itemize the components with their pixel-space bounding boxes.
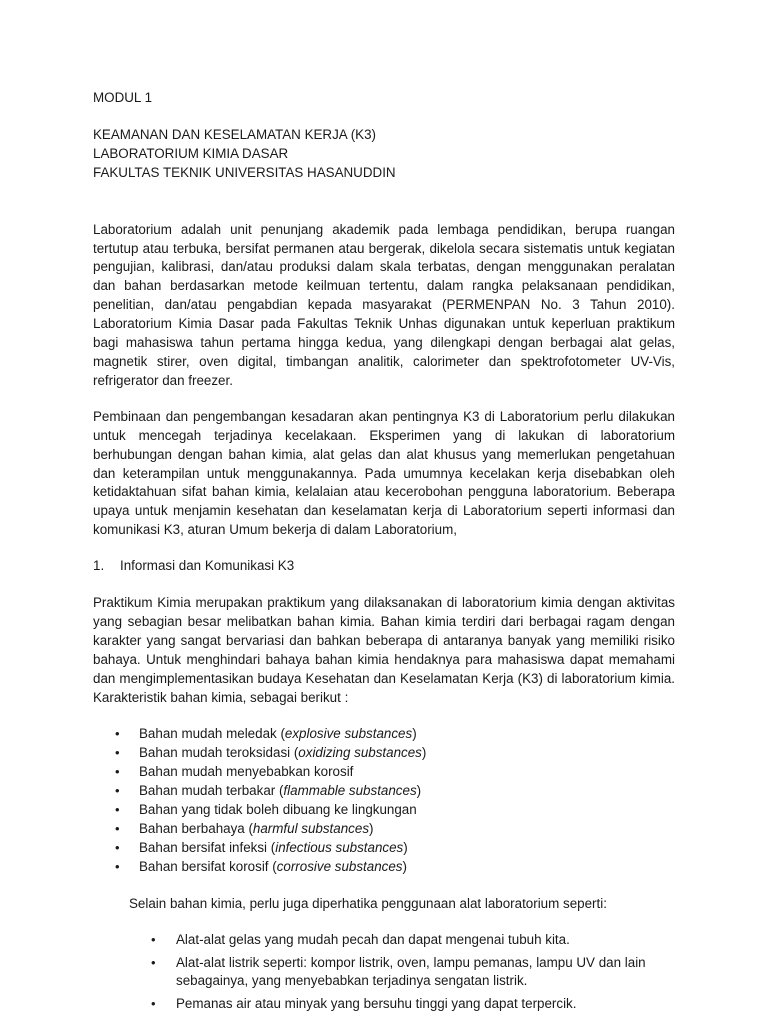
paragraph-chemistry-practicum: Praktikum Kimia merupakan praktikum yang dilaksanakan di laboratorium kimia dengan aktivitas yang sebagian besar melibatkan bahan kimia. Bahan kimia terdiri dari berbagai ragam dengan karakter yang sangat bervariasi dan bahkan beberapa di antaranya banyak yang memiliki risiko bahaya. Untuk menghindari bahaya bahan kimia hendaknya para mahasiswa dapat memahami dan mengimplementasikan budaya Kesehatan dan Keselamatan Kerja (K3) di laboratorium kimia. Karakteristik bahan kimia, sebagai berikut : [93,595,675,705]
list-item: • Bahan mudah teroksidasi (oxidizing substances) [93,744,675,763]
list-item: • Bahan mudah menyebabkan korosif [93,763,675,782]
list-item: • Pemanas air atau minyak yang bersuhu tinggi yang dapat terpercik. [93,995,675,1013]
title-line-2: LABORATORIUM KIMIA DASAR [93,145,289,161]
list-item: • Alat-alat listrik seperti: kompor listrik, oven, lampu pemanas, lampu UV dan lain sebagainya, yang menyebabkan terjadinya sengatan listrik. [93,954,675,989]
paragraph-equipment-intro: Selain bahan kimia, perlu juga diperhatika penggunaan alat laboratorium seperti: [129,895,607,911]
module-label: MODUL 1 [93,90,153,105]
list-item: • Bahan mudah meledak (explosive substances) [93,725,675,744]
list-item: • Bahan berbahaya (harmful substances) [93,820,675,839]
paragraph-k3-importance: Pembinaan dan pengembangan kesadaran akan pentingnya K3 di Laboratorium perlu dilakukan untuk mencegah terjadinya kecelakaan. Eksperimen yang di lakukan di laboratorium berhubungan dengan bahan kimia, alat gelas dan alat khusus yang memerlukan pengetahuan dan keterampilan untuk menggunakannya. Pada umumnya kecelakan kerja disebabkan oleh ketidaktahuan sifat bahan kimia, kelalaian atau kecerobohan pengguna laboratorium. Beberapa upaya untuk menjamin kesehatan dan keselamatan kerja di Laboratorium seperti informasi dan komunikasi K3, aturan Umum bekerja di dalam Laboratorium, [93,408,675,538]
list-item: • Alat-alat gelas yang mudah pecah dan dapat mengenai tubuh kita. [93,931,675,949]
list-item: • Bahan bersifat korosif (corrosive substances) [93,858,675,877]
paragraph-laboratory-definition: Laboratorium adalah unit penunjang akademik pada lembaga pendidikan, berupa ruangan tertutup atau terbuka, bersifat permanen atau bergerak, dikelola secara sistematis untuk kegiatan pengujian, kalibrasi, dan/atau produksi dalam skala terbatas, dengan menggunakan peralatan dan bahan berdasarkan metode keilmuan tertentu, dalam rangka pelaksanaan pendidikan, penelitian, dan/atau pengabdian kepada masyarakat (PERMENPAN No. 3 Tahun 2010). Laboratorium Kimia Dasar pada Fakultas Teknik Unhas digunakan untuk keperluan praktikum bagi mahasiswa tahun pertama hingga kedua, yang dilengkapi dengan berbagai alat gelas, magnetik stirer, oven digital, timbangan analitik, calorimeter dan spektrofotometer UV-Vis, refrigerator dan freezer. [93,221,675,388]
list-item: • Bahan mudah terbakar (flammable substances) [93,782,675,801]
chemical-characteristics-list [93,725,675,876]
list-item: • Bahan bersifat infeksi (infectious substances) [93,839,675,858]
document-page [93,89,675,1013]
section-heading-1 [93,557,675,576]
list-item: • Bahan yang tidak boleh dibuang ke lingkungan [93,801,675,820]
document-heading [93,89,675,183]
title-line-3: FAKULTAS TEKNIK UNIVERSITAS HASANUDDIN [93,164,396,180]
title-line-1: KEAMANAN DAN KESELAMATAN KERJA (K3) [93,126,377,142]
equipment-hazards-list [93,931,675,1013]
section-number: 1. [93,558,105,574]
section-title: Informasi dan Komunikasi K3 [120,558,295,574]
